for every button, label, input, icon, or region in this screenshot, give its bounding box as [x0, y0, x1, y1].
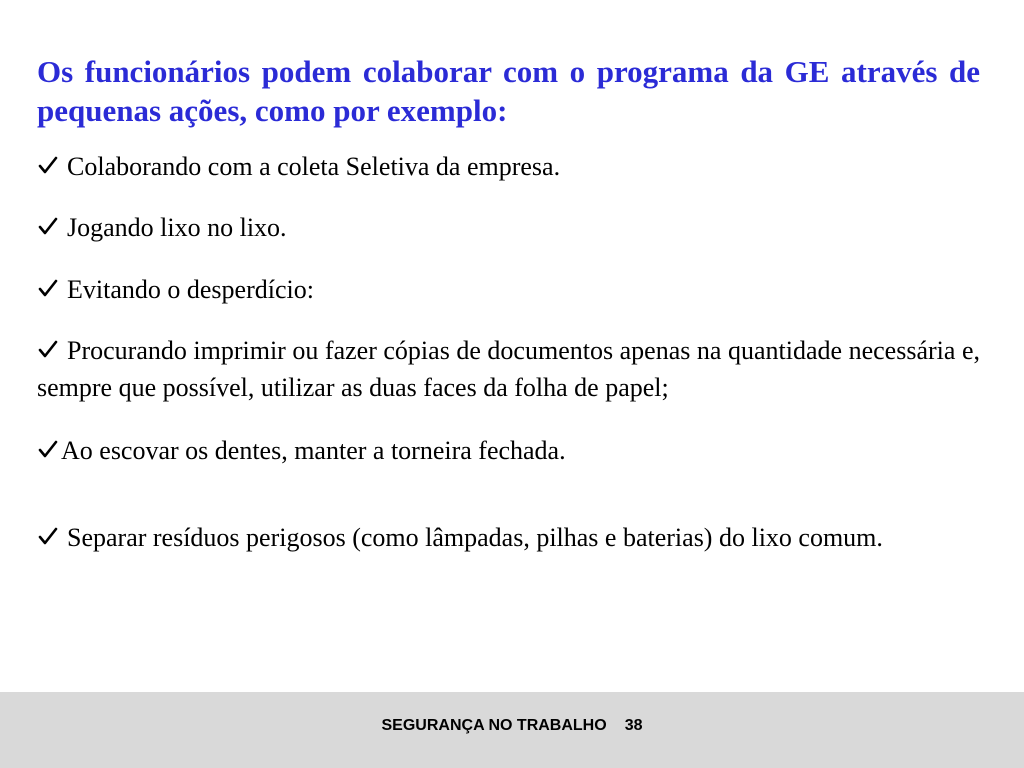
list-item — [37, 148, 980, 185]
bullet-text: Ao escovar os dentes, manter a torneira fechada. — [61, 436, 566, 465]
checkmark-icon — [37, 525, 59, 547]
checkmark-icon — [37, 277, 59, 299]
bullet-text: Separar resíduos perigosos (como lâmpadas, pilhas e baterias) do lixo comum. — [67, 523, 883, 552]
checkmark-icon — [37, 438, 59, 460]
bullet-text: Evitando o desperdício: — [67, 275, 314, 304]
checkmark-icon — [37, 215, 59, 237]
checkmark-icon — [37, 338, 59, 360]
slide-content — [37, 52, 980, 556]
checkmark-icon — [37, 154, 59, 176]
slide-heading: Os funcionários podem colaborar com o programa da GE através de pequenas ações, como por exemplo: — [37, 54, 980, 128]
bullet-text: Colaborando com a coleta Seletiva da empresa. — [67, 152, 561, 181]
list-item — [37, 432, 980, 469]
list-item — [37, 332, 980, 406]
footer-text — [0, 716, 1024, 736]
bullet-text: Procurando imprimir ou fazer cópias de documentos apenas na quantidade necessária e, sempre que possível, utilizar as duas faces da folha de papel; — [37, 336, 980, 402]
page-number: 38 — [624, 717, 643, 734]
list-item — [37, 271, 980, 308]
list-item — [37, 209, 980, 246]
list-item — [37, 519, 980, 556]
bullet-text: Jogando lixo no lixo. — [67, 213, 287, 242]
footer-bar — [0, 692, 1024, 768]
bullet-list — [37, 148, 980, 556]
footer-title: SEGURANÇA NO TRABALHO — [381, 717, 607, 734]
